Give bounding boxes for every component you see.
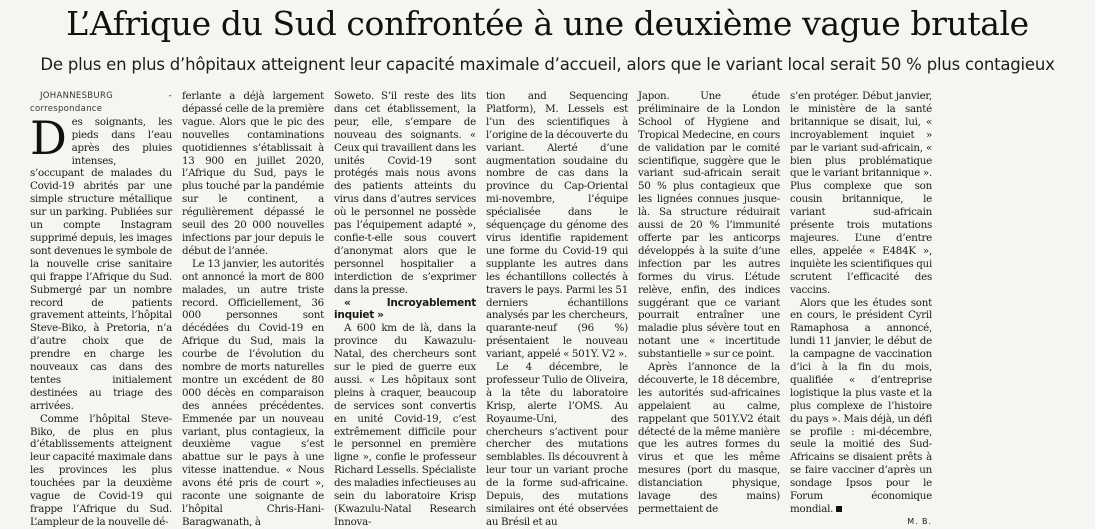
column-6	[790, 90, 932, 526]
paragraph: s’en protéger. Début janvier, le ministère de la santé britannique se disait, lui, « incroyablement inquiet » par le variant sud-africain, « bien plus problématique que le variant britannique ». Plus complexe que son cousin britannique, le variant sud-africain présente trois mutations majeures. L’une d’entre elles, appelée « E484K », inquiète les scientifiques qui scrutent l’efficacité des vaccins.	[790, 90, 932, 296]
paragraph: ferlante a déjà largement dépassé celle de la première vague. Alors que le pic des nouvelles contaminations quotidiennes s’établissait à 13 900 en juillet 2020, l’Afrique du Sud, pays le plus touché par la pandémie sur le continent, a régulièrement dépassé le seuil des 20 000 nouvelles infections par jour depuis le début de l’année.	[182, 90, 324, 257]
intertitle: « Incroyablement inquiet »	[334, 296, 476, 322]
column-2	[182, 90, 324, 528]
paragraph: Le 4 décembre, le professeur Tulio de Oliveira, à la tête du laboratoire Krisp, alerte l’OMS. Au Royaume-Uni, des chercheurs s’activent pour chercher des mutations semblables. Ils découvrent à leur tour un variant proche de la forme sud-africaine. Depuis, des mutations similaires ont été observées au Brésil et au	[486, 361, 628, 528]
column-5	[638, 90, 780, 515]
end-mark-icon	[836, 506, 842, 512]
paragraph: Soweto. S’il reste des lits dans cet établissement, la peur, elle, s’empare de nouveau des soignants. « Ceux qui travaillent dans les unités Covid-19 sont protégés mais nous avons des patients atteints du virus dans d’autres services où le personnel ne possède pas l’équipement adapté », confie-t-elle sous couvert d’anonymat alors que le personnel hospitalier a interdiction de s’exprimer dans la presse.	[334, 90, 476, 296]
author-signature: M. B.	[907, 516, 932, 526]
drop-cap: D	[30, 110, 67, 165]
article-subheadline: De plus en plus d’hôpitaux atteignent leur capacité maximale d’accueil, alors que le variant local serait 50 % plus contagieux	[40, 55, 1055, 74]
paragraph: Japon. Une étude préliminaire de la London School of Hygiene and Tropical Medecine, en cours de validation par le comité scientifique, suggère que le variant sud-africain serait 50 % plus contagieux que les lignées connues jusque-là. Sa structure réduirait aussi de 20 % l’immunité offerte par les anticorps développés à la suite d’une infection par les autres formes du virus. L’étude relève, enfin, des indices suggérant que ce variant pourrait entraîner une maladie plus sévère tout en notant une « incertitude substantielle » sur ce point.	[638, 90, 780, 361]
paragraph-text: Alors que les études sont en cours, le président Cyril Ramaphosa a annoncé, lundi 11 janvier, le début de la campagne de vaccination d’ici à la fin du mois, qualifiée « d’entreprise logistique la plus vaste et la plus complexe de l’histoire du pays ». Mais déjà, un défi se profile : mi-décembre, seule la moitié des Sud-Africains se disaient prêts à se faire vacciner d’après un sondage Ipsos pour le Forum économique mondial.	[790, 296, 932, 515]
article-body	[30, 90, 1082, 528]
paragraph: Le 13 janvier, les autorités ont annoncé la mort de 800 malades, un autre triste record. Officiellement, 36 000 personnes sont décédées du Covid-19 en Afrique du Sud, mais la courbe de l’évolution du nombre de morts naturelles montre un excédent de 80 000 décès en comparaison des années précédentes. Emmenée par un nouveau variant, plus contagieux, la deuxième vague s’est abattue sur le pays à une vitesse inattendue. « Nous avons été pris de court », raconte une soignante de l’hôpital Chris-Hani-Baragwanath, à	[182, 257, 324, 528]
column-3	[334, 90, 476, 528]
article-headline: L’Afrique du Sud confrontée à une deuxième vague brutale	[66, 4, 1029, 43]
column-4	[486, 90, 628, 528]
column-1	[30, 90, 172, 528]
paragraph-text: es soignants, les pieds dans l’eau après des pluies intenses, s’occupant de malades du Covid-19 abrités par une simple structure métallique sur un parking. Publiées sur un compte Instagram supprimé depuis, les images sont devenues le symbole de la nouvelle crise sanitaire qui frappe l’Afrique du Sud. Submergé par un nombre record de patients gravement atteints, l’hôpital Steve-Biko, à Pretoria, n’a d’autre choix que de prendre en charge les nouveaux cas dans des tentes initialement destinées au triage des arrivées.	[30, 115, 172, 412]
paragraph: Comme l’hôpital Steve-Biko, de plus en plus d’établissements atteignent leur capacité maximale dans les provinces les plus touchées par la deuxième vague de Covid-19 qui frappe l’Afrique du Sud. L’ampleur de la nouvelle dé-	[30, 412, 172, 528]
paragraph	[790, 297, 932, 516]
dateline: JOHANNESBURG - correspondance	[30, 91, 172, 114]
paragraph: Après l’annonce de la découverte, le 18 décembre, les autorités sud-africaines appelaient au calme, rappelant que 501Y.V2 était détecté de la même manière que les autres formes du virus et que les même mesures (port du masque, distanciation physique, lavage des mains) permettaient de	[638, 361, 780, 515]
paragraph: tion and Sequencing Platform), M. Lessels est l’un des scientifiques à l’origine de la découverte du variant. Alerté d’une augmentation soudaine du nombre de cas dans la province du Cap-Oriental mi-novembre, l’équipe spécialisée dans le séquençage du génome des virus identifie rapidement une forme du Covid-19 qui supplante les autres dans les échantillons collectés à travers le pays. Parmi les 51 derniers échantillons analysés par les chercheurs, quarante-neuf (96 %) présentaient le nouveau variant, appelé « 501Y. V2 ».	[486, 90, 628, 361]
paragraph	[30, 110, 172, 413]
paragraph: A 600 km de là, dans la province du Kawazulu-Natal, des chercheurs sont sur le pied de guerre eux aussi. « Les hôpitaux sont pleins à craquer, beaucoup de services sont convertis en unité Covid-19, c’est extrêmement difficile pour le personnel en première ligne », confie le professeur Richard Lessells. Spécialiste des maladies infectieuses au sein du laboratoire Krisp (Kwazulu-Natal Research Innova-	[334, 322, 476, 528]
